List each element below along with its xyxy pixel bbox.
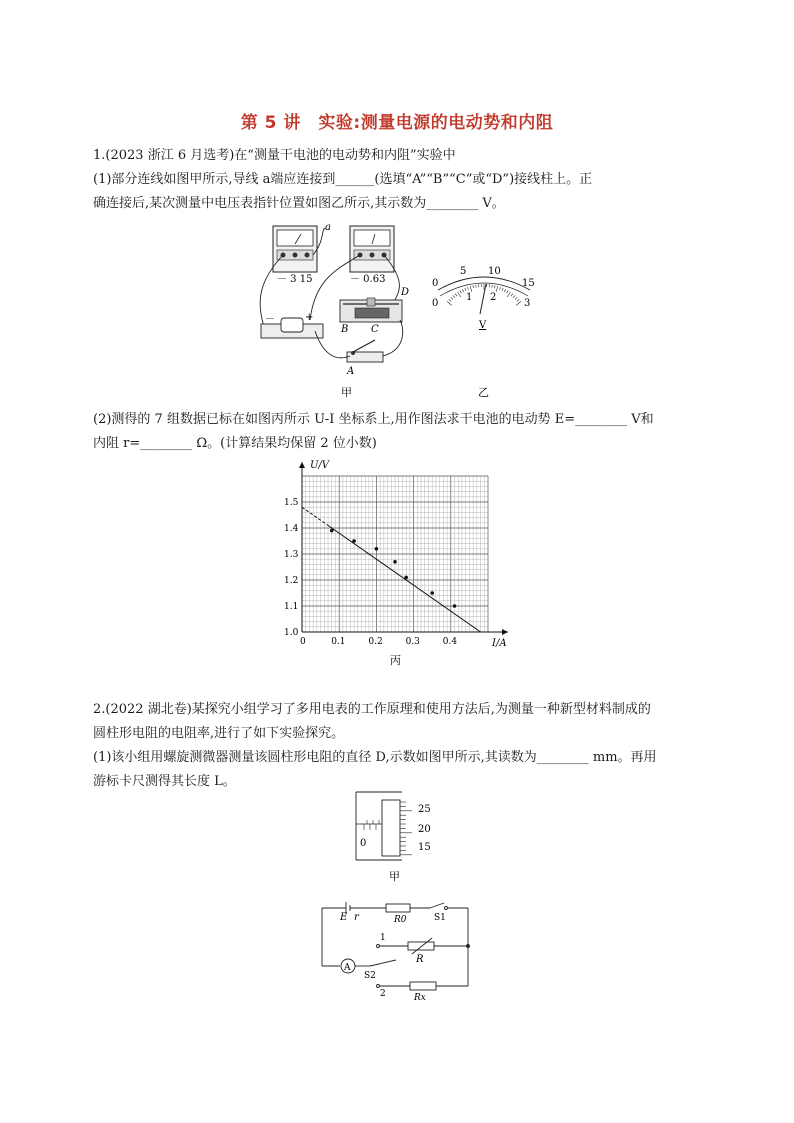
q1-part2-line1: (2)测得的 7 组数据已标在如图丙所示 U-I 坐标系上,用作图法求干电池的电动势 E=________ V和 — [93, 412, 654, 427]
q1-part2-line2: 内阻 r=________ Ω。(计算结果均保留 2 位小数) — [93, 436, 377, 451]
label-r0: R0 — [394, 915, 407, 925]
micrometer-scale-20: 20 — [418, 824, 431, 835]
q1-heading: 1.(2023 浙江 6 月选考)在“测量干电池的电动势和内阻”实验中 — [93, 148, 456, 163]
x-tick-label: 0 — [300, 637, 306, 647]
figure-bing-caption: 丙 — [390, 654, 401, 667]
label-e: E — [340, 912, 348, 923]
dial-pointer — [480, 284, 486, 314]
ammeter-device — [350, 226, 394, 285]
label-s1: S1 — [434, 913, 446, 923]
terminal-a-label: A — [347, 366, 355, 377]
micrometer-zero: 0 — [360, 838, 367, 849]
label-s2: S2 — [364, 971, 376, 981]
y-tick-label: 1.2 — [284, 576, 299, 586]
y-tick-label: 1.1 — [284, 602, 299, 612]
label-rx: Rx — [414, 993, 426, 1002]
switch — [346, 340, 383, 377]
terminal-c-label: C — [371, 324, 379, 335]
voltmeter-device — [273, 226, 317, 285]
rheostat — [340, 287, 409, 335]
micrometer-figure — [352, 790, 442, 886]
label-position-1: 1 — [380, 933, 386, 943]
battery-plus: + — [305, 312, 314, 323]
inner-scale-1: 1 — [466, 292, 473, 303]
micrometer-scale-25: 25 — [418, 804, 431, 815]
data-point — [352, 539, 356, 543]
y-tick-label: 1.5 — [284, 498, 299, 508]
meter2-terminal-label: － 0.63 — [350, 274, 386, 285]
q2-heading-cont: 圆柱形电阻的电阻率,进行了如下实验探究。 — [93, 726, 345, 741]
inner-scale-0: 0 — [432, 298, 439, 309]
q2-part1-line2: 游标卡尺测得其长度 L。 — [93, 774, 236, 789]
chart-ylabel: U/V — [310, 460, 330, 471]
chart-xlabel: I/A — [492, 638, 507, 649]
data-point — [330, 529, 334, 533]
micrometer-scale-15: 15 — [418, 842, 431, 853]
terminal-b-label: B — [341, 324, 349, 335]
inner-scale-2: 2 — [490, 292, 497, 303]
x-tick-label: 0.2 — [368, 637, 383, 647]
label-position-2: 2 — [380, 989, 386, 999]
q2-heading: 2.(2022 湖北卷)某探究小组学习了多用电表的工作原理和使用方法后,为测量一种新型材料制成的 — [93, 702, 651, 717]
y-tick-label: 1.4 — [284, 524, 299, 534]
outer-scale-5: 5 — [460, 266, 467, 277]
ammeter-symbol: A — [344, 963, 351, 973]
outer-scale-10: 10 — [488, 266, 501, 277]
data-point — [453, 604, 457, 608]
figure-yi-dial — [428, 262, 540, 402]
label-r-internal: r — [354, 912, 359, 923]
battery-holder — [261, 312, 323, 338]
figure-jia-caption: 甲 — [341, 386, 352, 399]
figure-jia-setup — [255, 220, 425, 402]
terminal-d-label: D — [401, 287, 410, 298]
meter1-terminal-label: － 3 15 — [277, 274, 313, 285]
data-point — [430, 591, 434, 595]
y-tick-label: 1.3 — [284, 550, 299, 560]
outer-scale-0: 0 — [432, 278, 439, 289]
circuit-diagram — [318, 898, 478, 1002]
q2-part1-line1: (1)该小组用螺旋测微器测量该圆柱形电阻的直径 D,示数如图甲所示,其读数为________ mm。再用 — [93, 750, 657, 765]
y-tick-label: 1.0 — [284, 628, 299, 638]
fit-line — [328, 525, 481, 632]
label-r-variable: R — [416, 954, 424, 965]
dial-unit: V — [479, 320, 487, 331]
outer-scale-15: 15 — [522, 278, 535, 289]
figure-yi-caption: 乙 — [478, 386, 489, 399]
x-tick-label: 0.1 — [331, 637, 346, 647]
data-point — [375, 547, 379, 551]
page-title: 第 5 讲 实验:测量电源的电动势和内阻 — [240, 113, 554, 133]
q1-part1-line1: (1)部分连线如图甲所示,导线 a端应连接到______(选填“A”“B”“C”或“D”)接线柱上。正 — [93, 172, 593, 187]
battery-minus: － — [265, 314, 275, 325]
x-tick-label: 0.4 — [442, 637, 458, 647]
inner-scale-3: 3 — [524, 298, 531, 309]
x-tick-label: 0.3 — [405, 637, 420, 647]
wire-a-label: a — [325, 222, 331, 233]
figure-bing-ui-chart — [272, 456, 522, 674]
q1-part1-line2: 确连接后,某次测量中电压表指针位置如图乙所示,其示数为________ V。 — [93, 196, 505, 211]
data-point — [404, 576, 408, 580]
data-point — [393, 560, 397, 564]
micrometer-caption: 甲 — [389, 870, 400, 883]
